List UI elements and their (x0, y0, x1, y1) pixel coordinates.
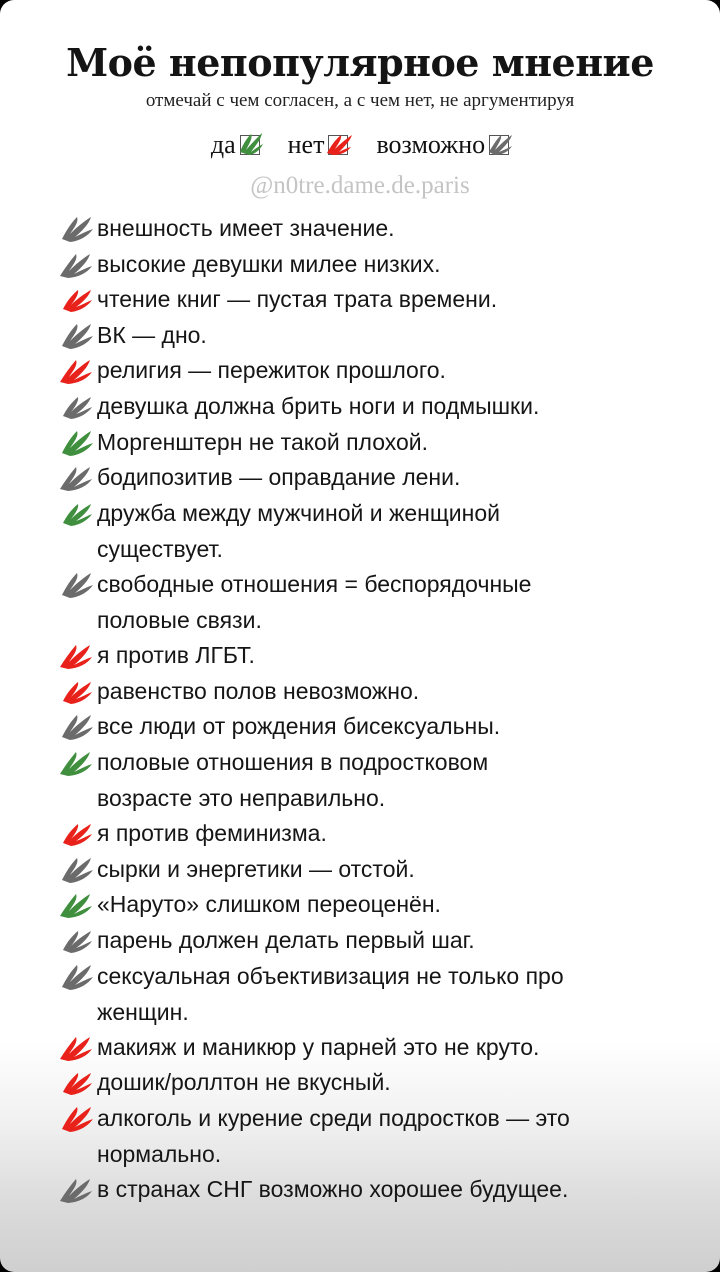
no-mark-icon (58, 1032, 94, 1062)
legend-item-no (288, 130, 349, 160)
maybe-mark-icon (58, 249, 94, 279)
no-mark-icon (58, 640, 94, 670)
list-item-text: парень должен делать первый шаг. (97, 927, 475, 953)
list-item-text: девушка должна брить ноги и подмышки. (97, 393, 540, 419)
list-item-text: дошик/роллтон не вкусный. (97, 1069, 391, 1096)
legend-label-maybe: возможно (376, 130, 486, 159)
list-item-text: сексуальная объективизация не только про женщин. (97, 962, 564, 1025)
yes-mark-icon (58, 747, 94, 777)
page-title: Моё непопулярное мнение (66, 40, 654, 85)
no-checkbox-icon (328, 135, 348, 155)
maybe-checkbox-icon (489, 135, 509, 155)
list-item-text: сырки и энергетики — отстой. (97, 855, 415, 882)
list-item-text: все люди от рождения бисексуальны. (97, 713, 501, 740)
no-mark-icon (58, 1103, 94, 1133)
legend-label-no: нет (287, 130, 325, 159)
no-mark-icon (58, 676, 94, 706)
no-mark-icon (58, 818, 94, 848)
maybe-mark-icon (58, 391, 94, 421)
list-item-text: алкоголь и курение среди подростков — это нормально. (97, 1105, 570, 1167)
yes-mark-icon (58, 889, 94, 919)
maybe-mark-icon (58, 320, 94, 350)
list-item-text: равенство полов невозможно. (97, 677, 420, 704)
list-item-text: «Наруто» слишком переоценён. (97, 891, 441, 918)
list-item-text: Моргенштерн не такой плохой. (97, 428, 429, 455)
no-mark-icon (58, 1067, 94, 1097)
legend-item-yes (211, 130, 260, 160)
list-item-text: дружба между мужчиной и женщиной существует. (97, 499, 500, 562)
no-mark-icon (58, 284, 94, 314)
list-item-text: ВК — дно. (97, 321, 207, 348)
list-item-text: я против ЛГБТ. (97, 642, 255, 669)
list-item-text: чтение книг — пустая трата времени. (97, 286, 498, 313)
list-item-text: свободные отношения = беспорядочные половые связи. (97, 571, 532, 633)
maybe-mark-icon (58, 854, 94, 884)
page-subtitle: отмечай с чем согласен, а с чем нет, не аргументируя (145, 90, 575, 111)
list-item-text: половые отношения в подростковом возрасте это неправильно. (97, 749, 489, 811)
maybe-mark-icon (58, 711, 94, 741)
maybe-mark-icon (58, 213, 94, 243)
maybe-mark-icon (58, 1174, 94, 1204)
maybe-mark-icon (58, 569, 94, 599)
list-item-text: религия — пережиток прошлого. (97, 357, 446, 384)
yes-mark-icon (58, 427, 94, 457)
yes-checkbox-icon (240, 135, 260, 155)
list-item-text: бодипозитив — оправдание лени. (97, 464, 461, 491)
maybe-mark-icon (58, 462, 94, 492)
list-item-text: макияж и маникюр у парней это не круто. (97, 1033, 540, 1060)
maybe-mark-icon (58, 961, 94, 991)
yes-mark-icon (58, 498, 94, 528)
legend (0, 130, 720, 160)
legend-item-maybe (376, 130, 509, 160)
list-item-text: я против феминизма. (97, 820, 327, 847)
list-item-text: внешность имеет значение. (97, 215, 395, 241)
list-item-text: высокие девушки милее низких. (97, 250, 441, 277)
author-handle: @n0tre.dame.de.paris (250, 172, 470, 199)
legend-label-yes: да (210, 130, 236, 159)
maybe-mark-icon (58, 925, 94, 955)
no-mark-icon (58, 355, 94, 385)
list-item-text: в странах СНГ возможно хорошее будущее. (97, 1176, 569, 1203)
